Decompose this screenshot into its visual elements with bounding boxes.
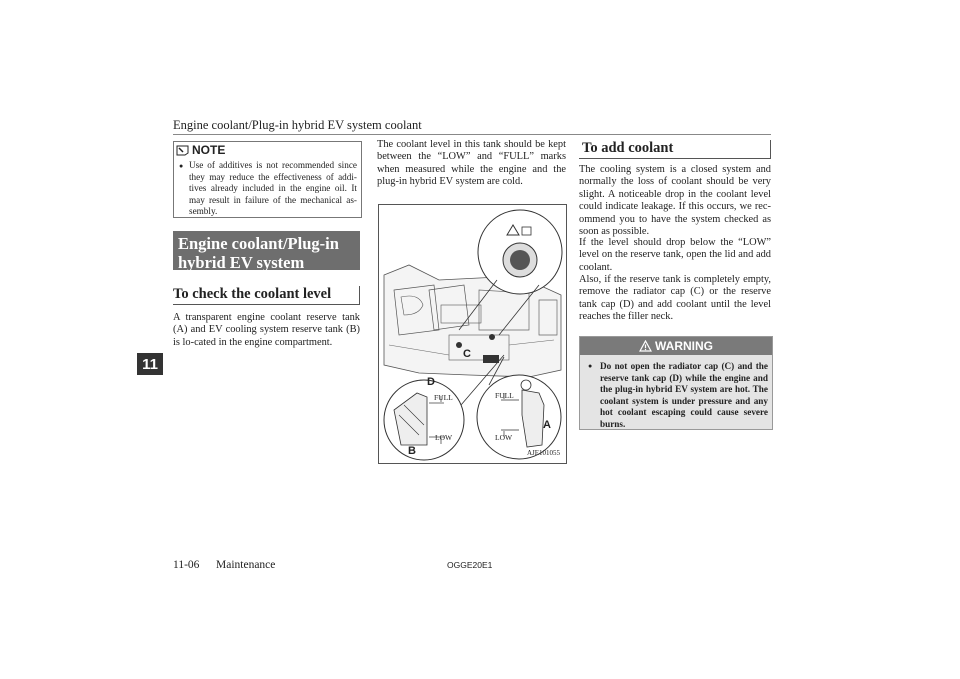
left-full-mark: FULL <box>434 393 453 402</box>
add-heading-edge <box>770 140 771 158</box>
note-icon <box>176 145 189 156</box>
section-title: Engine coolant/Plug-in hybrid EV system coolant <box>173 231 360 270</box>
add-heading-rule <box>579 158 771 159</box>
check-heading-edge <box>359 286 360 304</box>
check-body: A transparent engine coolant reserve tank (A) and EV cooling system reserve tank (B) is lo-cated in the engine compartment. <box>173 312 360 348</box>
figure-code: AJE101055 <box>527 449 561 457</box>
add-body-3: Also, if the reserve tank is completely empty, remove the radiator cap (C) or the reserve tank cap (D) and add coolant until the level reaches the filler neck. <box>579 274 771 323</box>
middle-body: The coolant level in this tank should be kept between the “LOW” and “FULL” marks when measured while the engine and the plug-in hybrid EV system are cold. <box>377 139 566 188</box>
add-heading: To add coolant <box>582 140 674 156</box>
check-heading: To check the coolant level <box>173 286 332 302</box>
label-a: A <box>543 419 551 431</box>
note-text: Use of additives is not recommended since they may reduce the effectiveness of addi-tives already included in the engine oil. It may result in failure of the mechanical as-sembly. <box>189 160 357 216</box>
right-full-mark: FULL <box>495 391 514 400</box>
footer-section: Maintenance <box>216 559 276 571</box>
label-d: D <box>427 376 435 388</box>
left-low-mark: LOW <box>435 433 453 442</box>
label-b: B <box>408 445 416 457</box>
warning-label: WARNING <box>655 339 713 353</box>
note-bullet-icon: ● <box>179 162 184 170</box>
check-heading-rule <box>173 304 360 305</box>
add-body-2: If the level should drop below the “LOW” level on the reserve tank, open the lid and add coolant. <box>579 237 771 273</box>
warning-bullet-icon: ● <box>588 362 593 370</box>
note-box <box>173 141 362 218</box>
warning-icon <box>639 340 652 352</box>
warning-header <box>580 337 772 355</box>
engine-compartment-diagram <box>378 204 567 464</box>
chapter-tab: 11 <box>137 353 163 375</box>
add-body-1: The cooling system is a closed system and normally the loss of coolant should be very slight. A noticeable drop in the coolant level could indicate leakage. If this occurs, we rec-ommend you to have the system checked as soon as possible. <box>579 164 771 238</box>
note-label: NOTE <box>192 143 226 157</box>
page-header-title: Engine coolant/Plug-in hybrid EV system coolant <box>173 118 422 132</box>
header-divider <box>173 134 771 135</box>
warning-box <box>579 336 773 430</box>
footer-code: OGGE20E1 <box>447 560 493 570</box>
engine-illustration <box>379 205 566 463</box>
warning-text: Do not open the radiator cap (C) and the reserve tank cap (D) while the engine and the plug-in hybrid EV system are hot. The coolant system is under pressure and any hot coolant escaping could cause severe burns. <box>600 361 768 429</box>
label-c: C <box>463 348 471 360</box>
right-low-mark: LOW <box>495 433 513 442</box>
footer-page-number: 11-06 <box>173 559 200 571</box>
note-header <box>176 143 225 157</box>
